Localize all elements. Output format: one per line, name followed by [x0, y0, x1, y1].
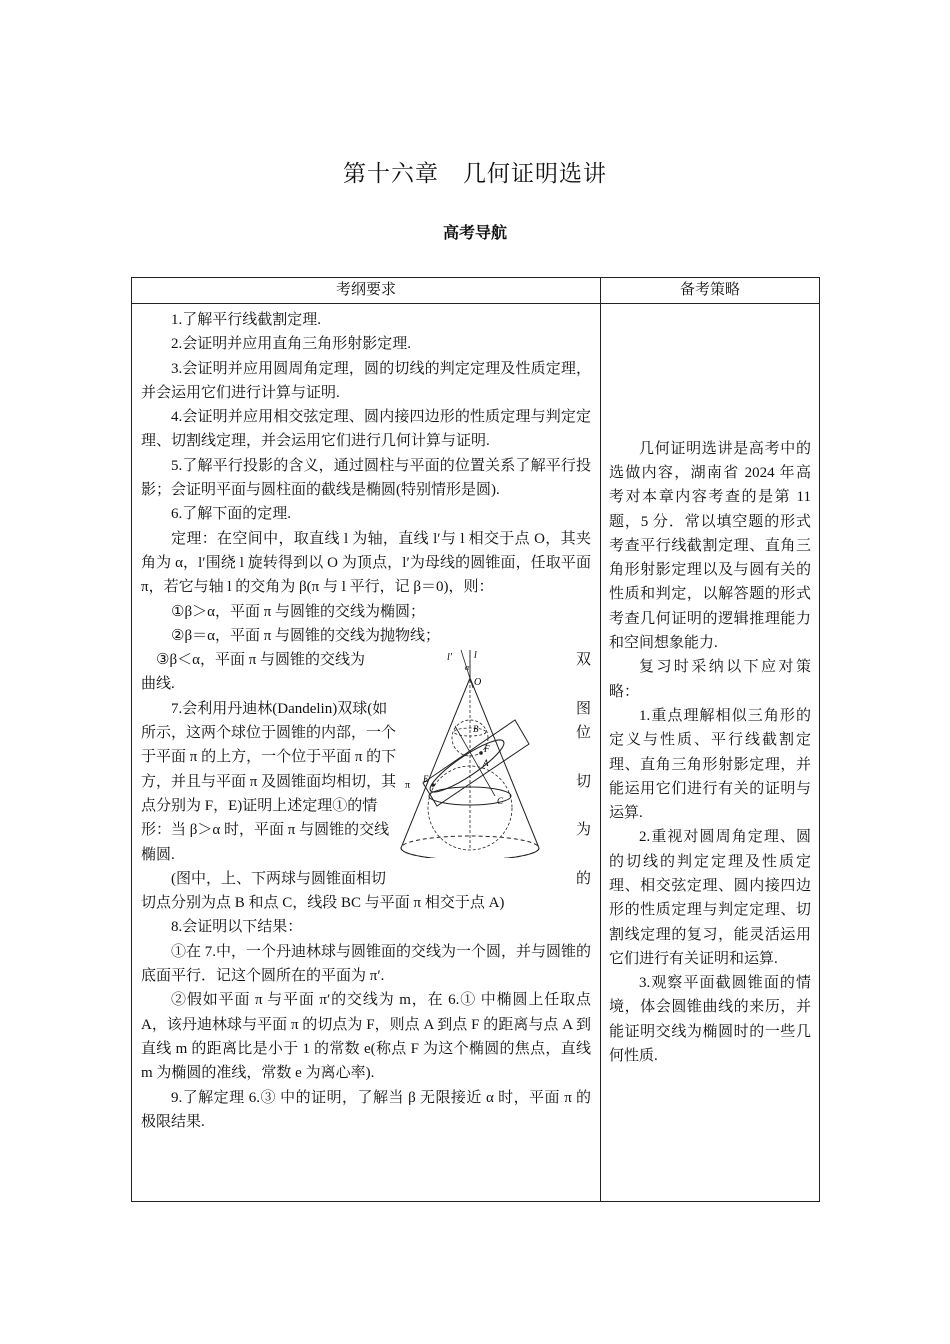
req-7-line-4: 方，并且与平面 π 及圆锥面均相切，其 切 — [141, 773, 591, 790]
fig-label-b: B — [473, 724, 479, 735]
strategy-2: 复习时采纳以下应对策略： — [609, 659, 811, 700]
req-6-theorem: 定理：在空间中，取直线 l 为轴，直线 l′与 l 相交于点 O，其夹角为 α，l′围绕 l 旋转得到以 O 为顶点，l′为母线的圆锥面，任取平面 π，若它与轴 l 的交角为 β(π 与 l 平行，记 β＝0)，则： — [141, 530, 591, 596]
req-7-line-2: 所示，这两个球位于圆锥的内部，一个 位 — [141, 725, 591, 742]
table-header-row — [132, 278, 820, 304]
fig-label-e: E — [423, 774, 429, 785]
strategy-4: 2.重视对圆周角定理、圆的切线的判定定理及性质定理、相交弦定理、圆内接四边形的性质定理与判定定理、切割线定理的复习，能灵活运用它们进行有关证明和运算. — [609, 829, 811, 967]
req-6-case-2: ②β＝α，平面 π 与圆锥的交线为抛物线； — [171, 627, 441, 644]
strategy-cell — [601, 304, 820, 1202]
fig-label-l-prime: l′ — [447, 652, 452, 664]
req-6: 6.了解下面的定理. — [171, 506, 292, 523]
fig-label-o: O — [474, 677, 482, 689]
strategy-1: 几何证明选讲是高考中的选做内容，湖南省 2024 年高考对本章内容考查的是第 11 题，5 分．常以填空题的形式考查平行线截割定理、直角三角形射影定理以及与圆有关的性质和判定，以解答题的形式考查几何证明的逻辑推理能力和空间想象能力. — [609, 440, 811, 652]
req-6-case-3-end: 曲线. — [141, 676, 175, 693]
requirements-cell — [132, 304, 601, 1202]
req-3: 3.会证明并应用圆周角定理，圆的切线的判定定理及性质定理，并会运用它们进行计算与证明. — [141, 360, 591, 401]
chapter-title: 第十六章 几何证明选讲 — [343, 161, 607, 187]
req-6-case-3: ③β＜α，平面 π 与圆锥的交线为 双 — [156, 652, 591, 669]
req-7-line-5: 点分别为 F，E)证明上述定理①的情 — [141, 797, 378, 814]
req-7-line-8: (图中，上、下两球与圆锥面相切 的 — [171, 870, 591, 887]
req-8-1: ①在 7.中，一个丹迪林球与圆锥面的交线为一个圆，并与圆锥的底面平行．记这个圆所在的平面为 π′. — [141, 943, 592, 985]
req-7-line-7: 椭圆. — [141, 846, 175, 863]
req-8: 8.会证明以下结果： — [171, 919, 303, 936]
strategy-3: 1.重点理解相似三角形的定义与性质、平行线截割定理、直角三角形射影定理，并能运用它们进行有关的证明与运算. — [609, 707, 811, 822]
strategy-5: 3.观察平面截圆锥面的情境，体会圆锥曲线的来历，并能证明交线为椭圆时的一些几何性质. — [609, 975, 811, 1065]
fig-label-f: F — [484, 744, 490, 755]
req-2: 2.会证明并应用直角三角形射影定理. — [171, 336, 412, 353]
req-9: 9.了解定理 6.③ 中的证明，了解当 β 无限接近 α 时，平面 π 的极限结果. — [141, 1089, 591, 1130]
header-strategy: 备考策略 — [601, 278, 820, 304]
req-7-line-1: 7.会利用丹迪林(Dandelin)双球(如 图 — [171, 700, 591, 717]
fig-label-l: l — [474, 650, 477, 662]
req-7-line-9: 切点分别为点 B 和点 C，线段 BC 与平面 π 相交于点 A) — [141, 895, 505, 912]
fig-label-a: A — [483, 758, 489, 769]
dandelin-section — [141, 648, 591, 915]
syllabus-table — [131, 277, 820, 1202]
req-7-line-3: 于平面 π 的上方，一个位于平面 π 的下 — [141, 749, 397, 766]
req-8-2: ②假如平面 π 与平面 π′的交线为 m，在 6.① 中椭圆上任取点 A，该丹迪林球与平面 π 的切点为 F，则点 A 到点 F 的距离与点 A 到直线 m 的距离比是小于 1 的常数 e(称点 F 为这个椭圆的焦点，直线 m 为椭圆的准线，常数 e 为离心率). — [141, 992, 591, 1082]
req-4: 4.会证明并应用相交弦定理、圆内接四边形的性质定理与判定定理、切割线定理，并会运用它们进行几何计算与证明. — [141, 409, 591, 450]
req-6-case-1: ①β＞α，平面 π 与圆锥的交线为椭圆； — [171, 603, 426, 620]
fig-label-pi: π — [405, 780, 411, 792]
req-7-line-6: 形：当 β＞α 时，平面 π 与圆锥的交线 为 — [141, 822, 591, 839]
header-requirements: 考纲要求 — [132, 278, 601, 304]
req-5: 5.了解平行投影的含义，通过圆柱与平面的位置关系了解平行投影；会证明平面与圆柱面的截线是椭圆(特别情形是圆). — [141, 457, 591, 499]
fig-label-c: C — [497, 796, 504, 807]
section-title: 高考导航 — [442, 223, 507, 242]
fig-label-alpha: α — [465, 663, 470, 673]
req-1: 1.了解平行线截割定理. — [171, 312, 322, 328]
